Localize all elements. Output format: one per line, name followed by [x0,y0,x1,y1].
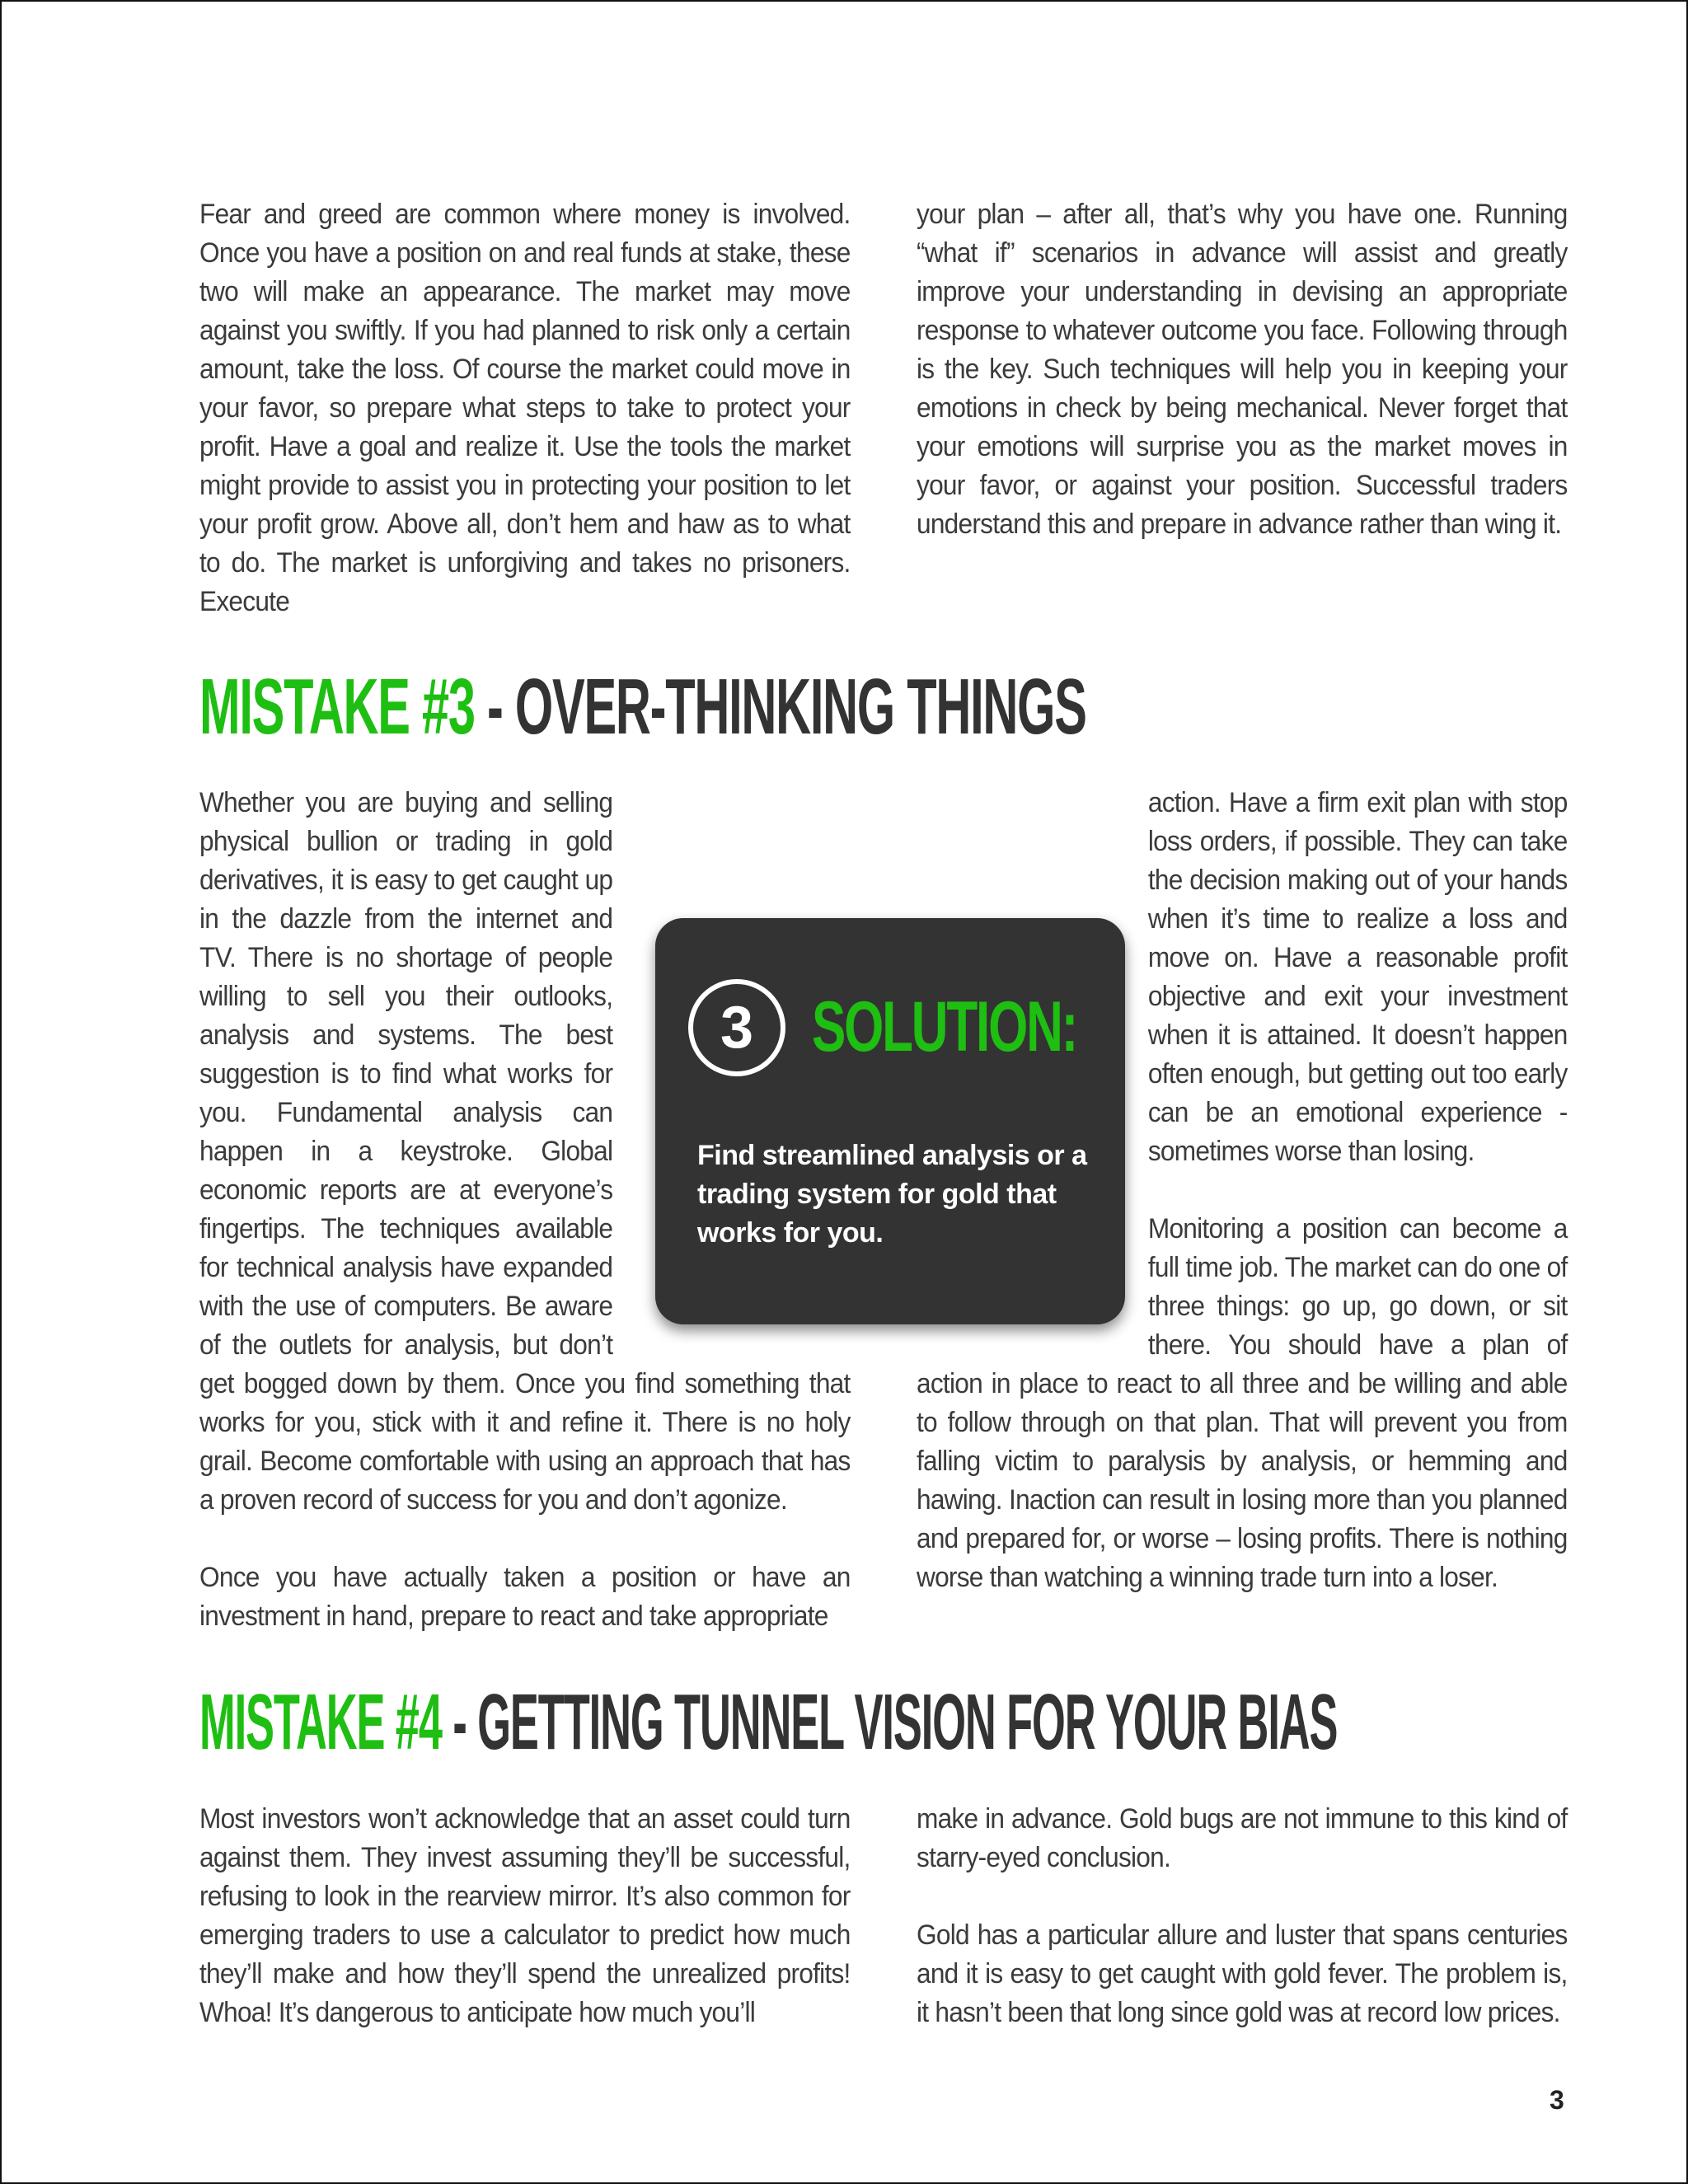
mistake3-left-paragraph-1: Whether you are buying and selling physical bullion or trading in gold derivatives, it is easy to get caught up in the dazzle from the internet and TV. There is no shortage of people willing to sell you their outlooks, analysis and systems. The best suggestion is to find what works for you. Fundamental analysis can happen in a keystroke. Global economic reports are at everyone’s fingertips. The techniques available for technical analysis have expanded with the use of computers. Be aware of the outlets for analysis, but don’t get bogged down by them. Once you find something that works for you, stick with it and refine it. There is no holy grail. Become comfortable with using an approach that has a proven record of success for you and don’t agonize. [199,787,851,1516]
solution-text: Find streamlined analysis or a trading system for gold that works for you. [697,1140,1087,1249]
mistake3-left-paragraph-2: Once you have actually taken a position or have an investment in hand, prepare to react and take appropriate [199,1562,851,1632]
mistake4-right-column [917,1800,1568,2032]
intro-right-paragraph: your plan – after all, that’s why you have one. Running “what if” scenarios in advance will assist and greatly improve your understanding in devising an appropriate response to whatever outcome you face. Following through is the key. Such techniques will help you in keeping your emotions in check by being mechanical. Never forget that your emotions will surprise you as the market moves in your favor, or against your position. Successful traders understand this and prepare in advance rather than wing it. [917,199,1568,540]
mistake4-left-column [199,1800,851,2032]
intro-right-column [917,195,1568,544]
mistake3-right-paragraph-1: action. Have a firm exit plan with stop loss orders, if possible. They can take the decision making out of your hands when it’s time to realize a loss and move on. Have a reasonable profit objective and exit your investment when it is attained. It doesn’t happen often enough, but getting out too early can be an emotional experience - sometimes worse than losing. [1147,787,1568,1167]
solution-number-badge: 3 [688,979,785,1076]
intro-left-paragraph: Fear and greed are common where money is involved. Once you have a position on and real funds at stake, these two will make an appearance. The market may move against you swiftly. If you had planned to risk only a certain amount, take the loss. Of course the market could move in your favor, so prepare what steps to take to protect your profit. Have a goal and realize it. Use the tools the market might provide to assist you in protecting your position to let your profit grow. Above all, don’t hem and haw as to what to do. The market is unforgiving and takes no prisoners. Execute [199,199,851,617]
mistake4-title: GETTING TUNNEL VISION FOR YOUR BIAS [477,1678,1338,1766]
solution-callout [655,918,1125,1324]
page-number: 3 [1550,2085,1564,2115]
mistake4-separator: - [441,1678,478,1766]
mistake4-right-paragraph-1: make in advance. Gold bugs are not immune to this kind of starry-eyed conclusion. [917,1803,1568,1873]
solution-title: SOLUTION: [812,987,1077,1066]
mistake4-left-paragraph: Most investors won’t acknowledge that an asset could turn against them. They invest assuming they’ll be successful, refusing to look in the rearview mirror. It’s also common for emerging traders to use a calculator to predict how much they’ll make and how they’ll spend the unrealized profits! Whoa! It’s dangerous to anticipate how much you’ll [199,1803,851,2028]
mistake4-right-paragraph-2: Gold has a particular allure and luster that spans centuries and it is easy to get caught with gold fever. The problem is, it hasn’t been that long since gold was at record low prices. [917,1919,1568,2028]
mistake3-title: OVER-THINKING THINGS [514,663,1086,751]
mistake3-heading [199,663,1086,751]
mistake3-separator: - [474,663,515,751]
mistake3-label: MISTAKE #3 [199,663,475,751]
mistake3-right-paragraph-2: Monitoring a position can become a full time job. The market can do one of three things: go up, go down, or sit there. You should have a plan of action in place to react to all three and be willing and able to follow through on that plan. That will prevent you from falling victim to paralysis by analysis, or hemming and hawing. Inaction can result in losing more than you planned and prepared for, or worse – losing profits. There is nothing worse than watching a winning trade turn into a loser. [917,1213,1568,1593]
intro-left-column [199,195,851,621]
mistake4-label: MISTAKE #4 [199,1678,442,1766]
mistake4-heading [199,1678,1338,1766]
